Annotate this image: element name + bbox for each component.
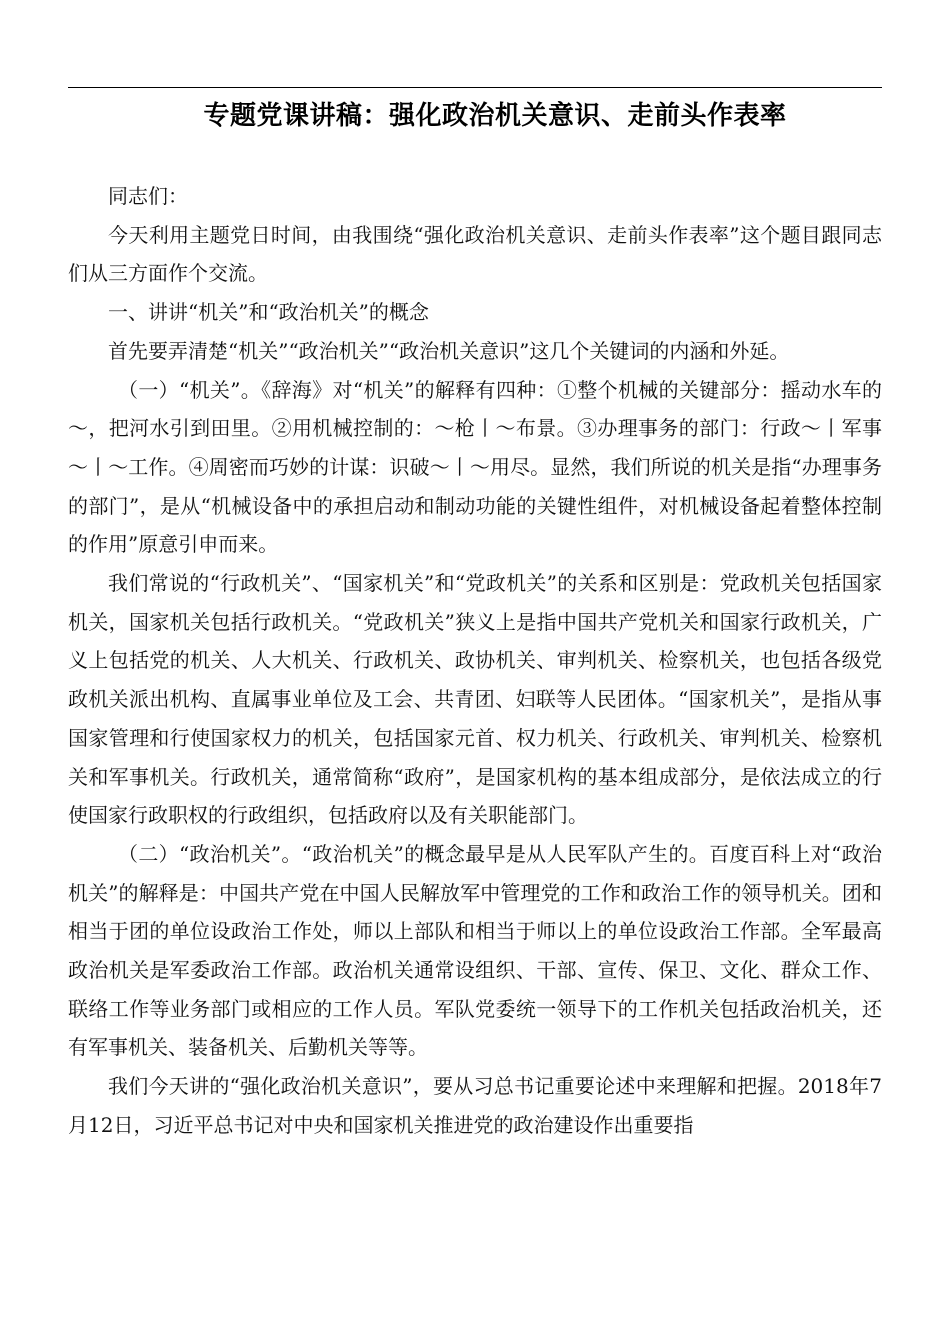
document-body [68, 177, 882, 1145]
paragraph-strengthen-awareness: 我们今天讲的“强化政治机关意识”，要从习总书记重要论述中来理解和把握。2018年7月12日，习近平总书记对中央和国家机关推进党的政治建设作出重要指 [68, 1074, 882, 1137]
paragraph-keywords: 首先要弄清楚“机关”“政治机关”“政治机关意识”这几个关键词的内涵和外延。 [108, 338, 790, 363]
section-heading-1: 一、讲讲“机关”和“政治机关”的概念 [108, 300, 429, 325]
paragraph-jiguan-relations: 我们常说的“行政机关”、“国家机关”和“党政机关”的关系和区别是：党政机关包括国家机关，国家机关包括行政机关。“党政机关”狭义上是指中国共产党机关和国家行政机关，广义上包括党的机关、人大机关、行政机关、政协机关、审判机关、检察机关，也包括各级党政机关派出机构、直属事业单位及工会、共青团、妇联等人民团体。“国家机关”，是指从事国家管理和行使国家权力的机关，包括国家元首、权力机关、行政机关、审判机关、检察机关和军事机关。行政机关，通常简称“政府”，是国家机构的基本组成部分，是依法成立的行使国家行政职权的行政组织，包括政府以及有关职能部门。 [68, 571, 882, 828]
paragraph-intro: 今天利用主题党日时间，由我围绕“强化政治机关意识、走前头作表率”这个题目跟同志们从三方面作个交流。 [68, 222, 882, 286]
header-rule [68, 87, 882, 88]
document-title: 专题党课讲稿：强化政治机关意识、走前头作表率 [203, 101, 787, 131]
paragraph-salutation: 同志们： [108, 184, 188, 208]
paragraph-jiguan-definition: （一）“机关”。《辞海》对“机关”的解释有四种：①整个机械的关键部分：摇动水车的～，把河水引到田里。②用机械控制的：～枪丨～布景。③办理事务的部门：行政～丨军事～丨～工作。④周密而巧妙的计谋：识破～丨～用尽。显然，我们所说的机关是指“办理事务的部门”，是从“机械设备中的承担启动和制动功能的关键性组件，对机械设备起着整体控制的作用”原意引申而来。 [68, 377, 882, 557]
paragraph-political-organ: （二）“政治机关”。“政治机关”的概念最早是从人民军队产生的。百度百科上对“政治机关”的解释是：中国共产党在中国人民解放军中管理党的工作和政治工作的领导机关。团和相当于团的单位设政治工作处，师以上部队和相当于师以上的单位设政治工作部。全军最高政治机关是军委政治工作部。政治机关通常设组织、干部、宣传、保卫、文化、群众工作、联络工作等业务部门或相应的工作人员。军队党委统一领导下的工作机关包括政治机关，还有军事机关、装备机关、后勤机关等等。 [68, 841, 882, 1060]
